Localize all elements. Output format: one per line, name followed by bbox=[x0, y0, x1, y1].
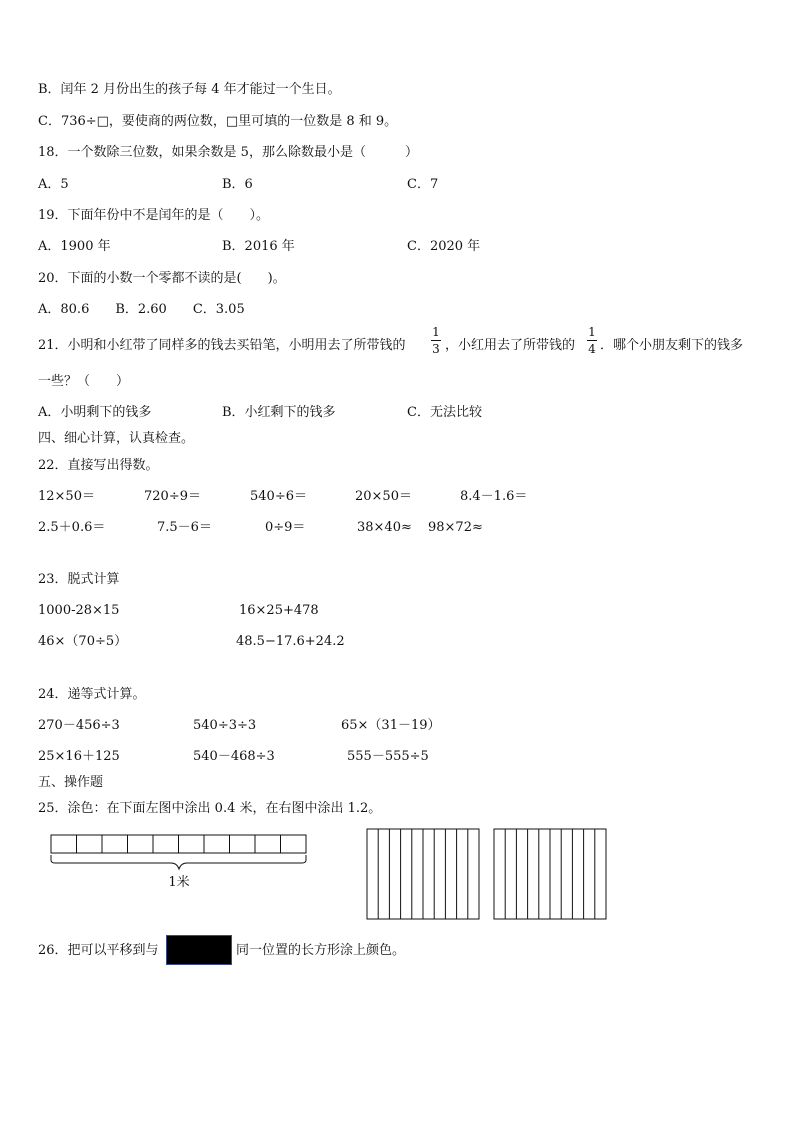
question-26-part1: 26．把可以平移到与 bbox=[38, 943, 159, 958]
q23-item: 46×（70÷5） bbox=[38, 634, 128, 649]
q23-item: 48.5−17.6+24.2 bbox=[236, 634, 345, 649]
ruler-cell bbox=[281, 835, 307, 853]
q22-item: 38×40≈ bbox=[357, 520, 412, 535]
q24-item: 540÷3÷3 bbox=[193, 718, 257, 733]
q22-item: 12×50＝ bbox=[38, 489, 95, 504]
ruler-cell bbox=[230, 835, 256, 853]
q23-item: 1000-28×15 bbox=[38, 603, 120, 618]
q22-item: 98×72≈ bbox=[428, 520, 483, 535]
ruler-cell bbox=[255, 835, 281, 853]
question-18: 18．一个数除三位数，如果余数是 5，那么除数最小是（ ） bbox=[38, 145, 418, 160]
q22-item: 20×50＝ bbox=[355, 489, 412, 504]
ruler-cell bbox=[102, 835, 128, 853]
question-23: 23．脱式计算 bbox=[38, 572, 120, 587]
q21-option-a: A．小明剩下的钱多 bbox=[38, 405, 152, 420]
q24-item: 65×（31－19） bbox=[341, 718, 441, 733]
ruler-cell bbox=[51, 835, 77, 853]
question-21-continued: 一些？（ ） bbox=[38, 374, 130, 389]
column-grid-figure bbox=[365, 826, 610, 922]
q20-options: A．80.6 B．2.60 C．3.05 bbox=[38, 302, 245, 317]
q19-option-a: A．1900 年 bbox=[38, 239, 111, 254]
ruler-cell bbox=[77, 835, 103, 853]
q18-option-b: B．6 bbox=[222, 177, 253, 192]
q19-option-b: B．2016 年 bbox=[222, 239, 295, 254]
q23-item: 16×25+478 bbox=[239, 603, 319, 618]
ruler-cell bbox=[153, 835, 179, 853]
ruler-cell bbox=[204, 835, 230, 853]
q22-item: 7.5－6＝ bbox=[157, 520, 212, 535]
reference-rectangle bbox=[166, 935, 232, 965]
section-4-heading: 四、细心计算，认真检查。 bbox=[38, 431, 195, 446]
question-25: 25．涂色：在下面左图中涂出 0.4 米，在右图中涂出 1.2。 bbox=[38, 801, 382, 816]
question-26-part2: 同一位置的长方形涂上颜色。 bbox=[236, 943, 406, 958]
question-21-part3: ．哪个小朋友剩下的钱多 bbox=[600, 338, 744, 353]
ruler-cells bbox=[51, 835, 306, 853]
question-22: 22．直接写出得数。 bbox=[38, 458, 159, 473]
grid-left bbox=[367, 829, 479, 919]
option-b-leap-year: B．闰年 2 月份出生的孩子每 4 年才能过一个生日。 bbox=[38, 82, 341, 97]
q22-item: 720÷9＝ bbox=[144, 489, 201, 504]
q21-option-b: B．小红剩下的钱多 bbox=[222, 405, 336, 420]
q24-item: 270－456÷3 bbox=[38, 718, 120, 733]
question-21-part2: ，小红用去了所带钱的 bbox=[445, 338, 576, 353]
q22-item: 0÷9＝ bbox=[265, 520, 306, 535]
q22-item: 540÷6＝ bbox=[250, 489, 307, 504]
fraction-one-fourth: 1 4 bbox=[588, 325, 596, 356]
question-21-part1: 21．小明和小红带了同样多的钱去买铅笔，小明用去了所带钱的 bbox=[38, 338, 406, 353]
q24-item: 540－468÷3 bbox=[193, 749, 275, 764]
grid-right bbox=[494, 829, 606, 919]
ruler-cell bbox=[128, 835, 154, 853]
q18-option-c: C．7 bbox=[407, 177, 439, 192]
fraction-one-third: 1 3 bbox=[432, 325, 440, 356]
section-5-heading: 五、操作题 bbox=[38, 775, 104, 790]
q24-item: 555－555÷5 bbox=[347, 749, 429, 764]
question-20: 20．下面的小数一个零都不读的是( )。 bbox=[38, 271, 286, 286]
question-24: 24．递等式计算。 bbox=[38, 687, 146, 702]
question-19: 19．下面年份中不是闰年的是（ ）。 bbox=[38, 208, 270, 223]
q24-item: 25×16＋125 bbox=[38, 749, 120, 764]
meter-ruler-figure bbox=[46, 828, 316, 892]
q21-option-c: C．无法比较 bbox=[407, 405, 482, 420]
ruler-cell bbox=[179, 835, 205, 853]
q18-option-a: A．5 bbox=[38, 177, 69, 192]
ruler-brace bbox=[51, 855, 306, 869]
q22-item: 8.4－1.6＝ bbox=[460, 489, 528, 504]
q19-option-c: C．2020 年 bbox=[407, 239, 481, 254]
ruler-label: 1米 bbox=[168, 875, 190, 890]
option-c-division: C．736÷□，要使商的两位数，□里可填的一位数是 8 和 9。 bbox=[38, 114, 398, 129]
q22-item: 2.5＋0.6＝ bbox=[38, 520, 106, 535]
